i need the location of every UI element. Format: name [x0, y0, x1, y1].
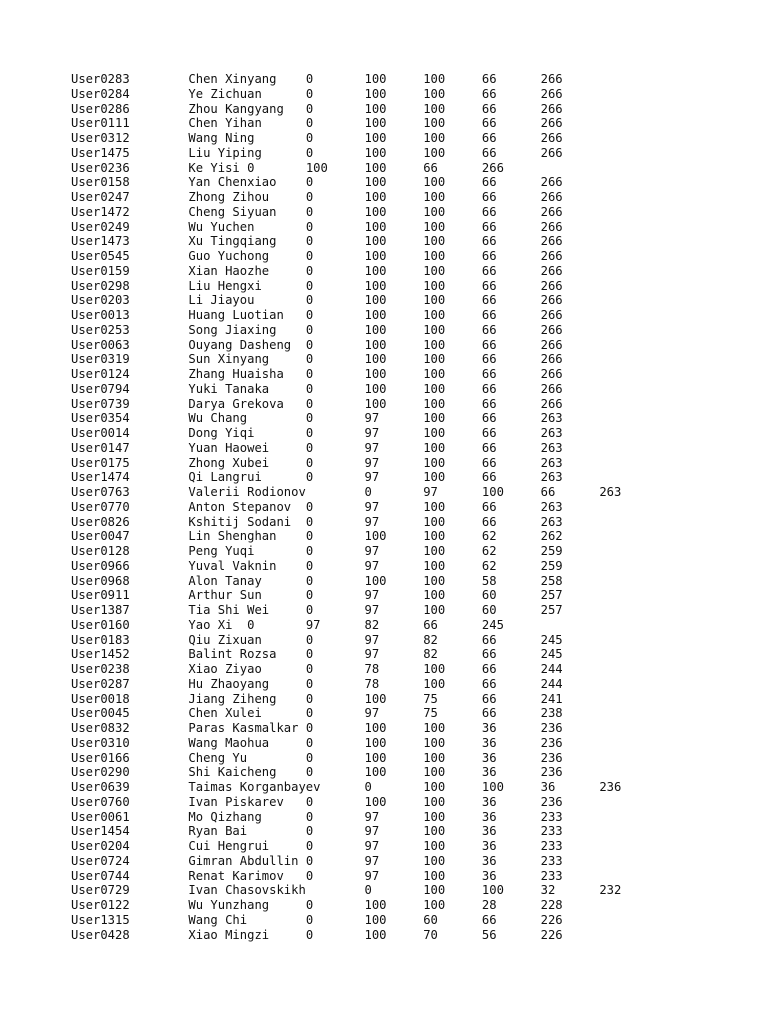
text-line: User0354 Wu Chang 0 97 100 66 263 — [71, 411, 563, 426]
text-line: User0183 Qiu Zixuan 0 97 82 66 245 — [71, 632, 563, 647]
text-line: User0247 Zhong Zihou 0 100 100 66 266 — [71, 190, 563, 204]
text-line: User0045 Chen Xulei 0 97 75 66 238 — [71, 706, 563, 721]
text-line: User0166 Cheng Yu 0 100 100 36 236 — [71, 750, 563, 765]
text-line: User0319 Sun Xinyang 0 100 100 66 266 — [71, 352, 563, 367]
text-line: User1387 Tia Shi Wei 0 97 100 60 257 — [71, 603, 563, 617]
text-line: User0545 Guo Yuchong 0 100 100 66 266 — [71, 249, 563, 263]
text-line: User0175 Zhong Xubei 0 97 100 66 263 — [71, 455, 563, 470]
text-line: User0283 Chen Xinyang 0 100 100 66 266 — [71, 72, 563, 86]
text-line: User0310 Wang Maohua 0 100 100 36 236 — [71, 735, 563, 750]
text-line: User0063 Ouyang Dasheng 0 100 100 66 266 — [71, 337, 563, 352]
text-line: User0739 Darya Grekova 0 100 100 66 266 — [71, 396, 563, 411]
text-line: User0111 Chen Yihan 0 100 100 66 266 — [71, 116, 563, 131]
text-line: User0253 Song Jiaxing 0 100 100 66 266 — [71, 322, 563, 337]
text-line: User0760 Ivan Piskarev 0 100 100 36 236 — [71, 794, 563, 809]
text-line: User0832 Paras Kasmalkar 0 100 100 36 236 — [71, 721, 563, 735]
text-line: User0744 Renat Karimov 0 97 100 36 233 — [71, 868, 563, 883]
text-line: User0287 Hu Zhaoyang 0 78 100 66 244 — [71, 676, 563, 691]
text-line: User0122 Wu Yunzhang 0 100 100 28 228 — [71, 898, 563, 912]
text-line: User1475 Liu Yiping 0 100 100 66 266 — [71, 145, 563, 160]
text-line: User0014 Dong Yiqi 0 97 100 66 263 — [71, 426, 563, 440]
text-line: User0160 Yao Xi 0 97 82 66 245 — [71, 617, 504, 632]
text-line: User0428 Xiao Mingzi 0 100 70 56 226 — [71, 927, 563, 942]
text-line: User0724 Gimran Abdullin 0 97 100 36 233 — [71, 853, 563, 868]
text-document — [71, 72, 621, 942]
text-line: User0158 Yan Chenxiao 0 100 100 66 266 — [71, 175, 563, 190]
text-line: User0298 Liu Hengxi 0 100 100 66 266 — [71, 278, 563, 293]
text-line: User0124 Zhang Huaisha 0 100 100 66 266 — [71, 367, 563, 381]
text-line: User0238 Xiao Ziyao 0 78 100 66 244 — [71, 662, 563, 676]
text-line: User0018 Jiang Ziheng 0 100 75 66 241 — [71, 691, 563, 706]
text-line: User0911 Arthur Sun 0 97 100 60 257 — [71, 588, 563, 603]
text-line: User1315 Wang Chi 0 100 60 66 226 — [71, 912, 563, 927]
text-line: User0203 Li Jiayou 0 100 100 66 266 — [71, 293, 563, 308]
text-line: User0286 Zhou Kangyang 0 100 100 66 266 — [71, 101, 563, 116]
text-line: User0763 Valerii Rodionov 0 97 100 66 263 — [71, 485, 622, 499]
text-line: User1452 Balint Rozsa 0 97 82 66 245 — [71, 647, 563, 662]
text-line: User0826 Kshitij Sodani 0 97 100 66 263 — [71, 514, 563, 529]
text-line: User0729 Ivan Chasovskikh 0 100 100 32 232 — [71, 883, 622, 898]
text-line: User0312 Wang Ning 0 100 100 66 266 — [71, 131, 563, 145]
text-line: User0013 Huang Luotian 0 100 100 66 266 — [71, 308, 563, 322]
text-line: User0236 Ke Yisi 0 100 100 66 266 — [71, 160, 504, 175]
text-line: User0966 Yuval Vaknin 0 97 100 62 259 — [71, 558, 563, 573]
text-line: User1474 Qi Langrui 0 97 100 66 263 — [71, 470, 563, 485]
text-line: User1454 Ryan Bai 0 97 100 36 233 — [71, 824, 563, 839]
text-line: User0047 Lin Shenghan 0 100 100 62 262 — [71, 529, 563, 544]
text-line: User0249 Wu Yuchen 0 100 100 66 266 — [71, 219, 563, 234]
text-line: User0284 Ye Zichuan 0 100 100 66 266 — [71, 86, 563, 101]
text-line: User0794 Yuki Tanaka 0 100 100 66 266 — [71, 381, 563, 396]
text-line: User0968 Alon Tanay 0 100 100 58 258 — [71, 573, 563, 588]
text-line: User1473 Xu Tingqiang 0 100 100 66 266 — [71, 234, 563, 249]
text-line: User0770 Anton Stepanov 0 97 100 66 263 — [71, 499, 563, 514]
text-line: User0128 Peng Yuqi 0 97 100 62 259 — [71, 544, 563, 558]
text-line: User0061 Mo Qizhang 0 97 100 36 233 — [71, 809, 563, 824]
text-line: User1472 Cheng Siyuan 0 100 100 66 266 — [71, 204, 563, 219]
text-line: User0147 Yuan Haowei 0 97 100 66 263 — [71, 440, 563, 455]
text-line: User0290 Shi Kaicheng 0 100 100 36 236 — [71, 765, 563, 780]
text-line: User0159 Xian Haozhe 0 100 100 66 266 — [71, 263, 563, 278]
text-line: User0639 Taimas Korganbayev 0 100 100 36 236 — [71, 780, 622, 794]
text-line: User0204 Cui Hengrui 0 97 100 36 233 — [71, 839, 563, 853]
